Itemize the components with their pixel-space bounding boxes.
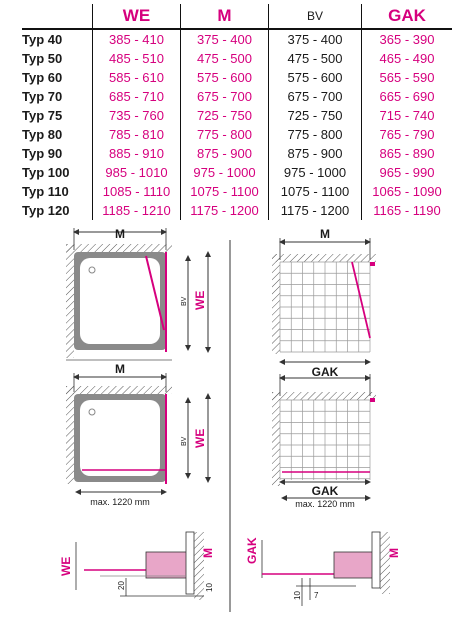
wall-hatch-3 <box>272 254 376 262</box>
drawing-tiles-top-right <box>272 227 376 379</box>
label-max-width-left: max. 1220 mm <box>90 497 150 507</box>
wall-side-hatch-3 <box>272 254 280 354</box>
cell-gak: 715 - 740 <box>362 106 453 125</box>
cell-m: 775 - 800 <box>181 125 269 144</box>
label-m-detail-right: M <box>387 548 401 558</box>
cell-gak: 1065 - 1090 <box>362 182 453 201</box>
profile-wall-right <box>372 532 380 588</box>
profile-body-right <box>334 552 374 578</box>
cell-we: 585 - 610 <box>93 68 181 87</box>
header-bv: BV <box>269 4 362 29</box>
cell-typ: Typ 110 <box>22 184 69 199</box>
cell-typ: Typ 70 <box>22 89 63 104</box>
label-bv-1: BV <box>181 296 188 306</box>
cell-we: 1185 - 1210 <box>93 201 181 220</box>
cell-m: 375 - 400 <box>181 29 269 49</box>
detail-section-right <box>245 532 401 606</box>
drawing-tray-top-left <box>66 227 208 360</box>
wall-hatch-6 <box>380 532 390 594</box>
wall-hatch-5 <box>194 532 204 600</box>
cell-we: 685 - 710 <box>93 87 181 106</box>
cell-we: 885 - 910 <box>93 144 181 163</box>
cell-m: 875 - 900 <box>181 144 269 163</box>
label-dim-20: 20 <box>117 581 126 590</box>
wall-side-hatch-1 <box>66 244 74 358</box>
header-we: WE <box>93 4 181 29</box>
wall-hatch-1 <box>66 244 172 252</box>
cell-m: 675 - 700 <box>181 87 269 106</box>
cell-bv: 975 - 1000 <box>269 163 362 182</box>
cell-we: 485 - 510 <box>93 49 181 68</box>
cell-bv: 375 - 400 <box>269 29 362 49</box>
tile-grid-1 <box>280 262 370 352</box>
tile-grid-2 <box>280 400 370 480</box>
profile-wall-left <box>186 532 194 594</box>
label-m-2: M <box>115 362 125 376</box>
wall-hatch-4 <box>272 392 376 400</box>
header-m: M <box>181 4 269 29</box>
cell-bv: 775 - 800 <box>269 125 362 144</box>
cell-gak: 965 - 990 <box>362 163 453 182</box>
cell-typ: Typ 60 <box>22 70 63 85</box>
cell-m: 575 - 600 <box>181 68 269 87</box>
cell-gak: 865 - 890 <box>362 144 453 163</box>
drain-2 <box>89 409 95 415</box>
cell-bv: 725 - 750 <box>269 106 362 125</box>
cell-gak: 765 - 790 <box>362 125 453 144</box>
label-dim-7: 7 <box>314 591 319 600</box>
cell-bv: 1175 - 1200 <box>269 201 362 220</box>
header-gak: GAK <box>362 4 453 29</box>
label-bv-2: BV <box>181 436 188 446</box>
drawing-tray-bottom-left <box>66 362 208 507</box>
profile-body-left <box>146 552 188 578</box>
cell-gak: 365 - 390 <box>362 29 453 49</box>
cell-bv: 575 - 600 <box>269 68 362 87</box>
cell-m: 725 - 750 <box>181 106 269 125</box>
label-we-2: WE <box>193 428 207 448</box>
cell-m: 1075 - 1100 <box>181 182 269 201</box>
cell-typ: Typ 90 <box>22 146 63 161</box>
cell-bv: 675 - 700 <box>269 87 362 106</box>
cell-typ: Typ 50 <box>22 51 63 66</box>
cell-typ: Typ 75 <box>22 108 63 123</box>
drawing-tiles-bottom-right <box>272 374 376 509</box>
label-gak-4: GAK <box>311 484 339 498</box>
label-dim-10-left: 10 <box>205 583 214 592</box>
label-we-1: WE <box>193 290 207 310</box>
cell-typ: Typ 100 <box>22 165 70 180</box>
label-m-3: M <box>320 227 330 241</box>
label-max-width-right: max. 1220 mm <box>295 499 355 509</box>
detail-section-left <box>59 532 215 600</box>
cell-we: 785 - 810 <box>93 125 181 144</box>
wall-side-hatch-4 <box>272 392 280 486</box>
cell-gak: 465 - 490 <box>362 49 453 68</box>
label-we-detail: WE <box>59 556 73 576</box>
wall-side-hatch-2 <box>66 386 74 484</box>
wall-hatch-2 <box>66 386 172 394</box>
cell-bv: 475 - 500 <box>269 49 362 68</box>
cell-we: 385 - 410 <box>93 29 181 49</box>
cell-gak: 1165 - 1190 <box>362 201 453 220</box>
cell-m: 1175 - 1200 <box>181 201 269 220</box>
label-m-1: M <box>115 227 125 241</box>
cell-m: 475 - 500 <box>181 49 269 68</box>
cell-typ: Typ 80 <box>22 127 63 142</box>
label-gak-detail: GAK <box>245 537 259 564</box>
cell-we: 985 - 1010 <box>93 163 181 182</box>
cell-we: 735 - 760 <box>93 106 181 125</box>
label-gak-3: GAK <box>311 365 339 379</box>
label-dim-10-right: 10 <box>293 591 302 600</box>
drain-1 <box>89 267 95 273</box>
cell-bv: 1075 - 1100 <box>269 182 362 201</box>
cell-typ: Typ 120 <box>22 203 70 218</box>
cell-m: 975 - 1000 <box>181 163 269 182</box>
cell-we: 1085 - 1110 <box>93 182 181 201</box>
cell-gak: 565 - 590 <box>362 68 453 87</box>
cell-gak: 665 - 690 <box>362 87 453 106</box>
label-m-detail-left: M <box>201 548 215 558</box>
cell-typ: Typ 40 <box>22 32 63 47</box>
cell-bv: 875 - 900 <box>269 144 362 163</box>
